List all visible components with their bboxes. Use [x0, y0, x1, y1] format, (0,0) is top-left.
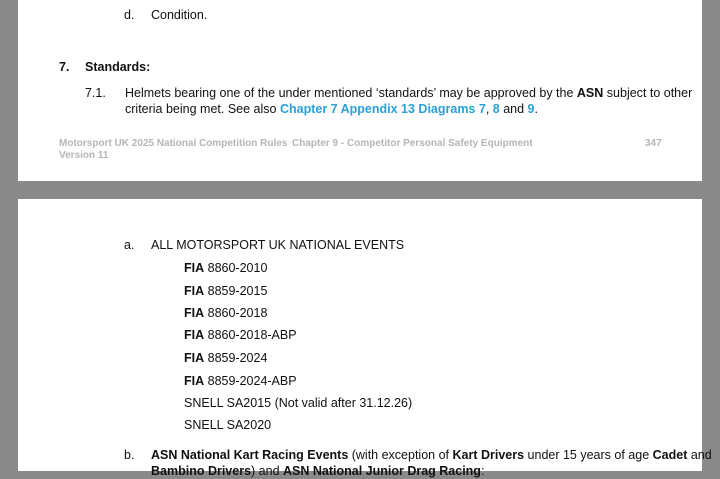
standard-item	[184, 305, 267, 321]
paragraph-line-2	[125, 101, 538, 117]
sentence-end: .	[534, 102, 538, 116]
standard-prefix: FIA	[184, 261, 205, 275]
standard-item	[184, 395, 412, 411]
diagram-8-link[interactable]: 8	[492, 102, 500, 116]
appendix-link[interactable]: Chapter 7 Appendix 13 Diagrams 7	[279, 102, 486, 116]
standard-item	[184, 260, 267, 276]
standard-code: 8860-2018	[204, 306, 268, 320]
list-item-heading: ALL MOTORSPORT UK NATIONAL EVENTS	[151, 238, 405, 252]
document-page-348	[18, 199, 712, 478]
list-marker-a: a.	[124, 238, 135, 252]
standard-code: 8859-2024	[204, 351, 268, 365]
separator: and	[499, 102, 528, 116]
footer-version: Version 11	[59, 150, 109, 161]
asn-term: ASN	[576, 86, 604, 100]
item-text: (with exception of	[348, 448, 453, 462]
standard-code: 8859-2024-ABP	[204, 374, 297, 388]
footer-page-number: 347	[645, 138, 662, 149]
standard-code: SNELL SA2020	[184, 418, 272, 432]
cadet-term: Cadet	[652, 448, 688, 462]
standard-item	[184, 417, 271, 433]
standard-code: SNELL SA2015 (Not valid after 31.12.26)	[184, 396, 413, 410]
standard-prefix: FIA	[184, 351, 205, 365]
standard-code: 8860-2018-ABP	[204, 328, 297, 342]
section-title: Standards:	[85, 60, 151, 74]
standard-item	[184, 327, 297, 343]
item-text: and	[687, 448, 712, 462]
standard-item	[184, 350, 267, 366]
kart-events-term: ASN National Kart Racing Events	[151, 448, 349, 462]
item-text: ) and	[251, 464, 283, 478]
list-item-b-line-2	[151, 463, 484, 479]
drag-racing-term: ASN National Junior Drag Racing	[283, 464, 481, 478]
list-item-b-line-1	[151, 447, 712, 463]
standard-prefix: FIA	[184, 306, 205, 320]
standard-item	[184, 373, 297, 389]
item-text: under 15 years of age	[524, 448, 653, 462]
kart-drivers-term: Kart Drivers	[452, 448, 525, 462]
standard-prefix: FIA	[184, 284, 205, 298]
standard-prefix: FIA	[184, 328, 205, 342]
diagram-9-link[interactable]: 9	[527, 102, 535, 116]
paragraph-line-1	[125, 85, 692, 101]
footer-chapter: Chapter 9 - Competitor Personal Safety Equipment	[292, 138, 533, 149]
list-item-condition: Condition.	[151, 8, 208, 22]
separator: ,	[485, 102, 493, 116]
standard-item	[184, 283, 267, 299]
document-page-347	[18, 0, 702, 181]
list-marker-d: d.	[124, 8, 135, 22]
paragraph-text: criteria being met. See also	[125, 102, 280, 116]
list-marker-b: b.	[124, 448, 135, 462]
standard-code: 8859-2015	[204, 284, 268, 298]
footer-title: Motorsport UK 2025 National Competition Rules	[59, 138, 288, 149]
paragraph-number: 7.1.	[85, 86, 106, 100]
item-text: :	[480, 464, 485, 478]
section-number: 7.	[59, 60, 70, 74]
bambino-term: Bambino Drivers	[151, 464, 252, 478]
standard-code: 8860-2010	[204, 261, 268, 275]
standard-prefix: FIA	[184, 374, 205, 388]
paragraph-text: subject to other	[603, 86, 693, 100]
paragraph-text: Helmets bearing one of the under mentioned ‘standards’ may be approved by the	[125, 86, 577, 100]
